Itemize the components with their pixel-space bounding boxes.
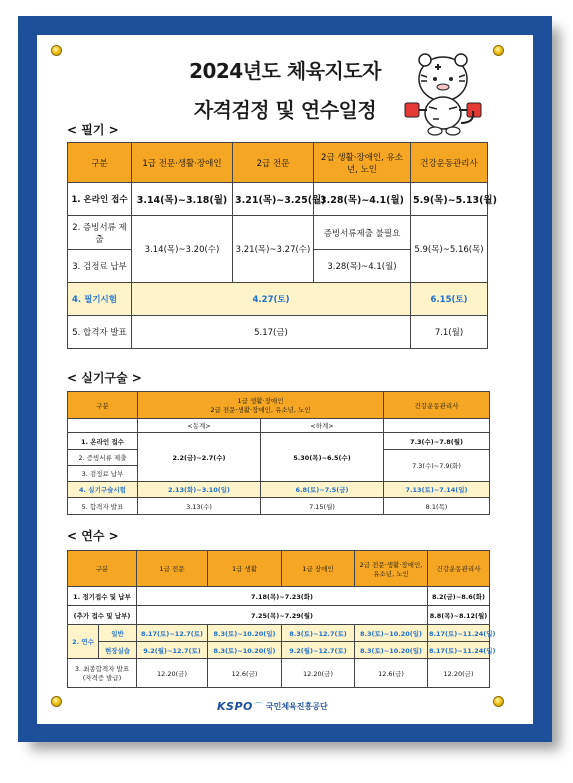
row-label: 5. 합격자 발표 [68,498,138,515]
table-cell: 5.17(금) [132,316,411,349]
table-cell: 12.20(금) [428,659,490,688]
table-cell: 7.25(목)~7.29(월) [137,606,428,625]
table-header-cell: 1급 전문 [137,551,208,587]
table-cell: 5.9(목)~5.16(목) [411,216,488,283]
row-label: 4. 실기구술시험 [68,482,138,498]
table-cell: 8.2(금)~8.6(화) [428,587,490,606]
table-header-cell: 1급 장애인 [282,551,355,587]
written-exam-table [67,142,497,349]
table-cell: 3.28(목)~4.1(월) [314,183,411,216]
season-label-winter: <동계> [138,419,261,433]
table-cell: 6.8(토)~7.5(금) [261,482,384,498]
table-header-cell: 구분 [68,551,137,587]
written-section-label: < 필기 > [67,123,119,137]
table-header-cell [138,392,384,419]
table-cell: 8.3(토)~12.7(토) [282,625,355,642]
table-cell: 9.2(월)~12.7(토) [137,642,208,659]
kspo-logo [217,700,328,713]
poster [37,35,533,724]
table-header-cell: 구분 [68,392,138,419]
table-header-cell: 2급 전문 [233,143,314,183]
header-line: 2급 전문·생활·장애인, 유소년, 노인 [210,406,311,414]
table-cell: 7.1(월) [411,316,488,349]
row-label: 2. 증빙서류 제출 [68,216,132,250]
table-cell: 8.3(토)~10.20(일) [355,625,428,642]
table-cell: 9.2(월)~12.7(토) [282,642,355,659]
table-cell: 8.1(목) [384,498,490,515]
title-line-1: 2024년도 체육지도자 [189,59,381,83]
row-label: 일반 [99,625,137,642]
table-cell [384,419,490,433]
table-header-cell: 1급 생활 [208,551,282,587]
table-cell: 5.30(목)~6.5(수) [261,433,384,482]
table-cell: 2.2(금)~2.7(수) [138,433,261,482]
table-header-cell: 건강운동관리사 [411,143,488,183]
table-cell: 3.21(목)~3.25(월) [233,183,314,216]
table-cell: 8.3(토)~10.20(일) [208,625,282,642]
org-name: 국민체육진흥공단 [265,702,328,711]
table-cell: 12.20(금) [137,659,208,688]
season-label-summer: <하계> [261,419,384,433]
table-cell: 12.6(금) [355,659,428,688]
table-cell: 증빙서류제출 불필요 [314,216,411,250]
row-label: 1. 온라인 접수 [68,183,132,216]
table-cell: 8.3(토)~10.20(일) [208,642,282,659]
table-cell: 3.13(수) [138,498,261,515]
table-cell: 7.3(수)~7.8(월) [384,433,490,450]
table-cell: 8.17(토)~11.24(일) [428,642,490,659]
row-label: (추가 접수 및 납부) [68,606,137,625]
row-label: 1. 온라인 접수 [68,433,138,450]
swoosh-icon: ⌒ [253,703,263,713]
table-cell: 6.15(토) [411,283,488,316]
table-cell: 3.14(목)~3.18(월) [132,183,233,216]
table-cell: 7.15(월) [261,498,384,515]
table-cell: 12.6(금) [208,659,282,688]
table-cell: 7.18(목)~7.23(화) [137,587,428,606]
table-cell: 2.13(화)~3.10(일) [138,482,261,498]
pin-bottom-left [51,696,62,707]
table-cell: 8.3(토)~10.20(일) [355,642,428,659]
table-header-cell: 2급 전문·생활·장애인, 유소년, 노인 [355,551,428,587]
row-label: 5. 합격자 발표 [68,316,132,349]
table-header-cell: 구분 [68,143,132,183]
kspo-brand-text: KSPO [217,700,253,713]
table-header-cell: 2급 생활·장애인, 유소년, 노인 [314,143,411,183]
row-label: 4. 필기시험 [68,283,132,316]
training-schedule-table [67,550,496,688]
table-cell: 4.27(토) [132,283,411,316]
table-cell: 12.20(금) [282,659,355,688]
training-section-label: < 연수 > [67,529,119,543]
table-cell [68,419,138,433]
row-label: 2. 증빙서류 제출 [68,450,138,466]
table-header-cell: 건강운동관리사 [428,551,490,587]
practical-exam-table [67,391,490,515]
table-cell: 7.13(토)~7.14(일) [384,482,490,498]
table-cell: 3.14(목)~3.20(수) [132,216,233,283]
table-cell: 7.3(수)~7.9(화) [384,450,490,482]
table-header-cell: 건강운동관리사 [384,392,490,419]
row-label-line: 3. 최종합격자 발표 [74,665,130,673]
header-line: 1급 생활·장애인 [237,397,284,405]
row-label: 1. 정기접수 및 납부 [68,587,137,606]
row-label: 3. 검정료 납부 [68,250,132,283]
row-label [68,659,137,688]
table-cell: 8.8(목)~8.12(월) [428,606,490,625]
practical-section-label: < 실기구술 > [67,371,142,385]
table-cell: 3.28(목)~4.1(월) [314,250,411,283]
pin-bottom-right [493,696,504,707]
row-label: 3. 검정료 납부 [68,466,138,482]
row-group-label: 2. 연수 [68,625,99,659]
row-label-line: (자격증 발급) [82,674,122,682]
title-line-2: 자격검정 및 연수일정 [193,98,377,122]
table-cell: 3.21(목)~3.27(수) [233,216,314,283]
table-cell: 8.17(토)~11.24(일) [428,625,490,642]
table-cell: 5.9(목)~5.13(월) [411,183,488,216]
tiger-mascot-illustration [399,45,485,137]
table-cell: 8.17(토)~12.7(토) [137,625,208,642]
table-header-cell: 1급 전문·생활·장애인 [132,143,233,183]
row-label: 현장실습 [99,642,137,659]
